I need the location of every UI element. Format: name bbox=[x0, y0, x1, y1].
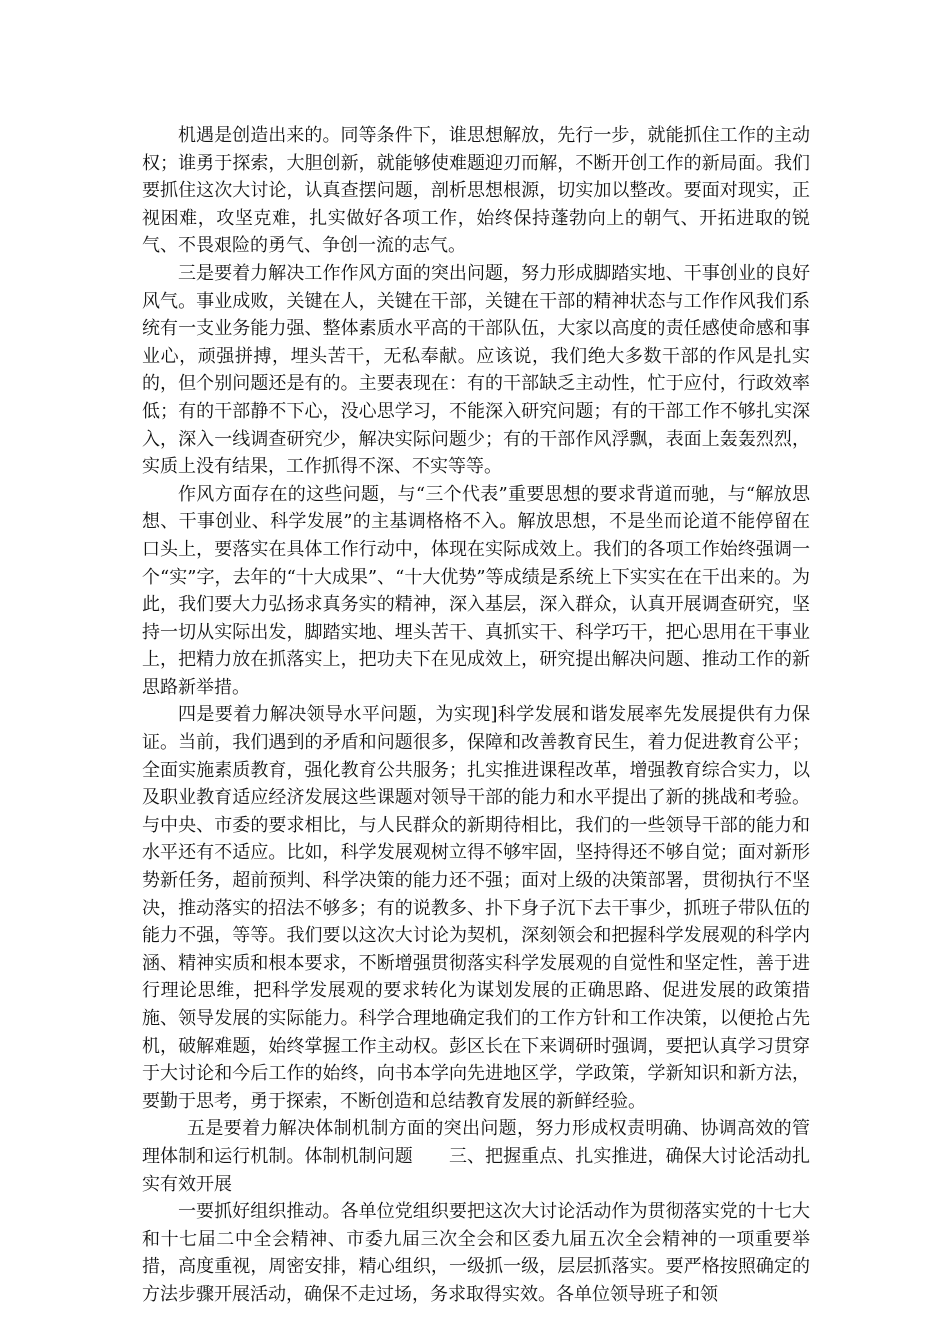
paragraph-work-style: 三是要着力解决工作作风方面的突出问题，努力形成脚踏实地、干事创业的良好风气。事业成败，关键在人，关键在干部，关键在干部的精神状态与工作作风我们系统有一支业务能力强、整体素质水平高的干部队伍，大家以高度的责任感使命感和事业心，顽强拼搏，埋头苦干，无私奉献。应该说，我们绝大多数干部的作风是扎实的，但个别问题还是有的。主要表现在：有的干部缺乏主动性，忙于应付，行政效率低；有的干部静不下心，没心思学习，不能深入研究问题；有的干部工作不够扎实深入，深入一线调查研究少，解决实际问题少；有的干部作风浮飘，表面上轰轰烈烈，实质上没有结果，工作抓得不深、不实等等。 bbox=[142, 262, 810, 478]
paragraph-institutions: 五是要着力解决体制机制方面的突出问题，努力形成权责明确、协调高效的管理体制和运行机制。体制机制问题 三、把握重点、扎实推进，确保大讨论活动扎实有效开展 bbox=[142, 1118, 810, 1195]
paragraph-opportunity: 机遇是创造出来的。同等条件下，谁思想解放，先行一步，就能抓住工作的主动权；谁勇于探索，大胆创新，就能够使难题迎刃而解，不断开创工作的新局面。我们要抓住这次大讨论，认真查摆问题，剖析思想根源，切实加以整改。要面对现实，正视困难，攻坚克难，扎实做好各项工作，始终保持蓬勃向上的朝气、开拓进取的锐气、不畏艰险的勇气、争创一流的志气。 bbox=[142, 125, 810, 257]
body-text bbox=[142, 122, 810, 1309]
paragraph-leadership: 四是要着力解决领导水平问题，为实现]科学发展和谐发展率先发展提供有力保证。当前，我们遇到的矛盾和问题很多，保障和改善教育民生，着力促进教育公平；全面实施素质教育，强化教育公共服务；扎实推进课程改革，增强教育综合实力，以及职业教育适应经济发展这些课题对领导干部的能力和水平提出了新的挑战和考验。与中央、市委的要求相比，与人民群众的新期待相比，我们的一些领导干部的能力和水平还有不适应。比如，科学发展观树立得不够牢固，坚持得还不够自觉；面对新形势新任务，超前预判、科学决策的能力还不强；面对上级的决策部署，贯彻执行不坚决，推动落实的招法不够多；有的说教多、扑下身子沉下去干事少，抓班子带队伍的能力不强，等等。我们要以这次大讨论为契机，深刻领会和把握科学发展观的科学内涵、精神实质和根本要求，不断增强贯彻落实科学发展观的自觉性和坚定性，善于进行理论思维，把科学发展观的要求转化为谋划发展的正确思路、促进发展的政策措施、领导发展的实际能力。科学合理地确定我们的工作方针和工作决策，以便抢占先机，破解难题，始终掌握工作主动权。彭区长在下来调研时强调，要把认真学习贯穿于大讨论和今后工作的始终，向书本学向先进地区学，学政策，学新知识和新方法，要勤于思考，勇于探索，不断创造和总结教育发展的新鲜经验。 bbox=[142, 704, 810, 1112]
paragraph-organization: 一要抓好组织推动。各单位党组织要把这次大讨论活动作为贯彻落实党的十七大和十七届二中全会精神、市委九届三次全会和区委九届五次全会精神的一项重要举措，高度重视，周密安排，精心组织，一级抓一级，层层抓落实。要严格按照确定的方法步骤开展活动，确保不走过场，务求取得实效。各单位领导班子和领 bbox=[142, 1201, 810, 1305]
paragraph-style-problems: 作风方面存在的这些问题，与“三个代表”重要思想的要求背道而驰，与“解放思想、干事创业、科学发展”的主基调格格不入。解放思想，不是坐而论道不能停留在口头上，要落实在具体工作行动中，体现在实际成效上。我们的各项工作始终强调一个“实”字，去年的“十大成果”、“十大优势”等成绩是系统上下实实在在干出来的。为此，我们要大力弘扬求真务实的精神，深入基层，深入群众，认真开展调查研究，坚持一切从实际出发，脚踏实地、埋头苦干、真抓实干、科学巧干，把心思用在干事业上，把精力放在抓落实上，把功夫下在见成效上，研究提出解决问题、推动工作的新思路新举措。 bbox=[142, 483, 810, 698]
